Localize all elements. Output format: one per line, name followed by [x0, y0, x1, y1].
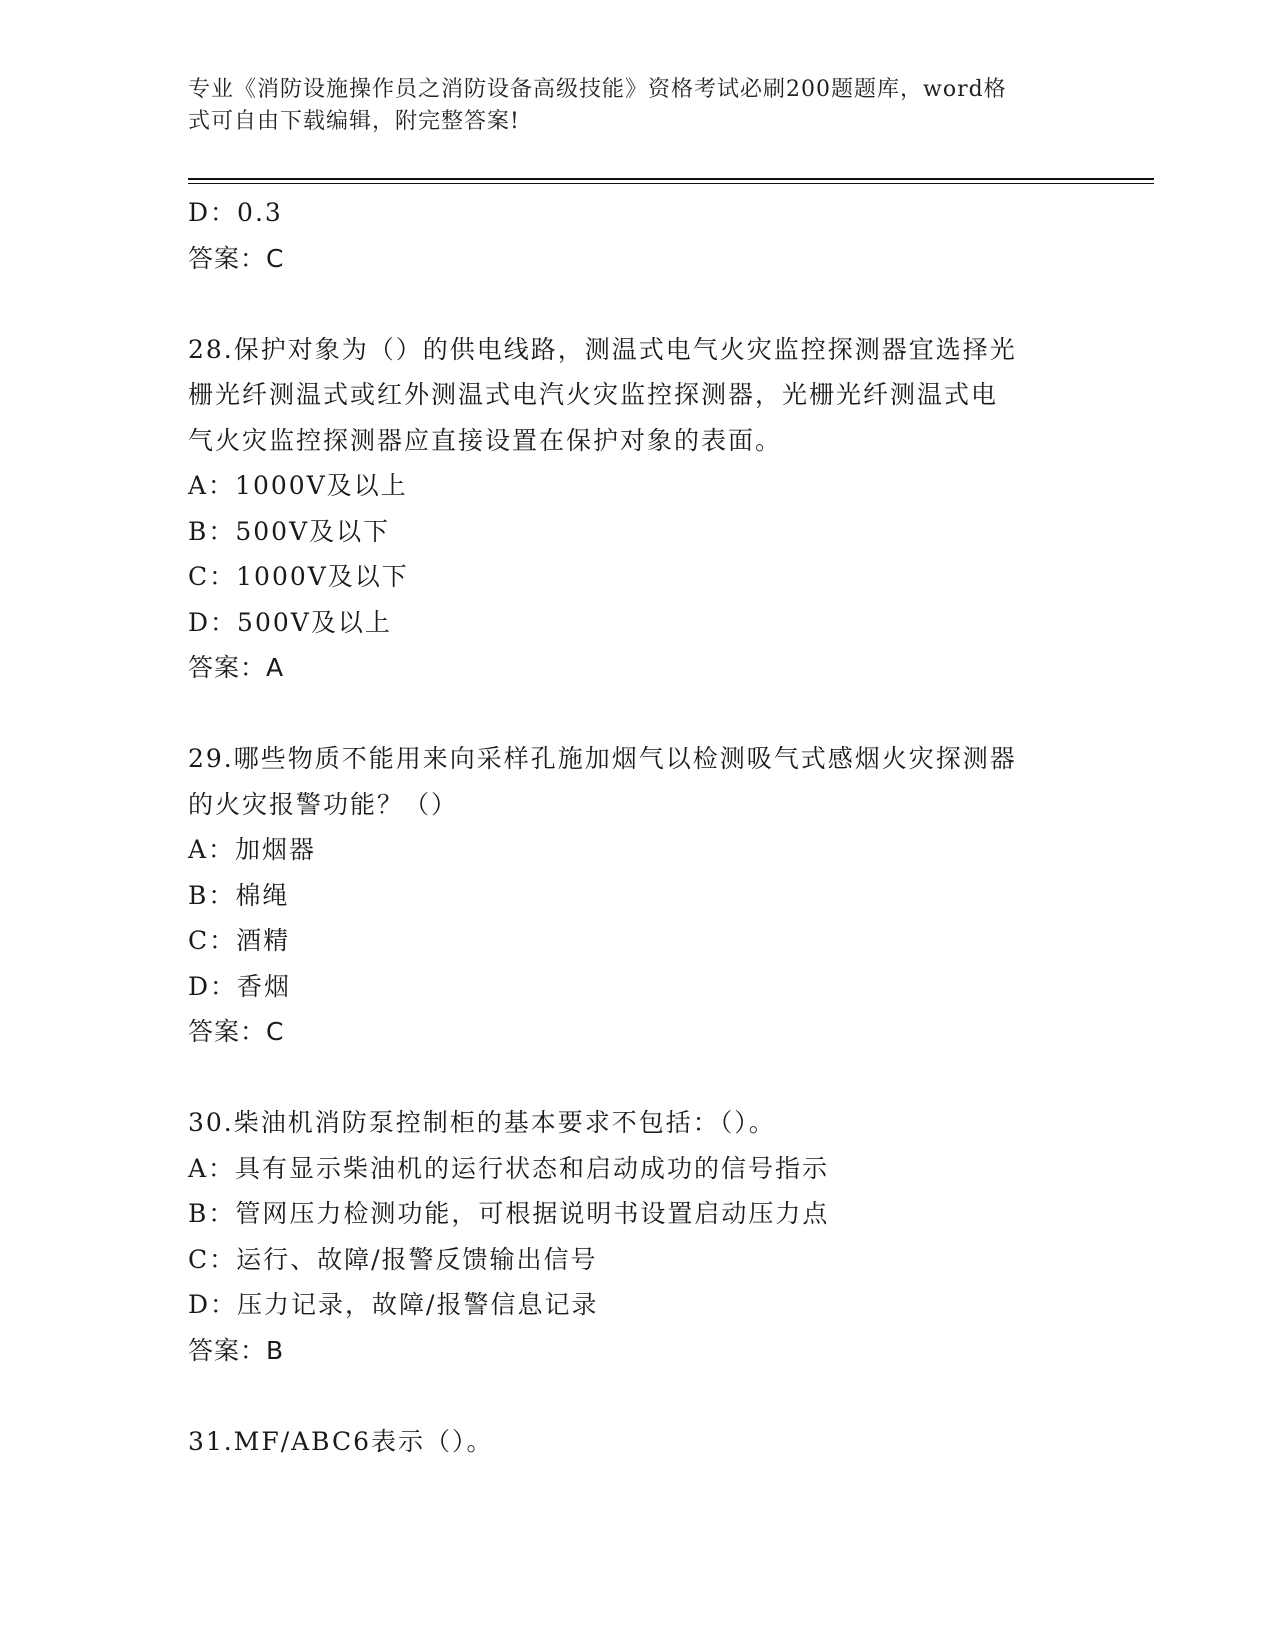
question-stem-line: 29.哪些物质不能用来向采样孔施加烟气以检测吸气式感烟火灾探测器: [188, 744, 1017, 773]
option-a: A：1000V及以上: [188, 471, 408, 500]
option-d: D：压力记录，故障/报警信息记录: [188, 1290, 599, 1319]
option-d: D：0.3: [188, 198, 283, 227]
option-c: C：运行、故障/报警反馈输出信号: [188, 1244, 598, 1274]
option-a: A：加烟器: [188, 835, 317, 864]
option-d: D：500V及以上: [188, 607, 392, 637]
option-b: B：管网压力检测功能，可根据说明书设置启动压力点: [188, 1199, 830, 1228]
answer-label: 答案：B: [188, 1335, 285, 1365]
question-stem-line: 30.柴油机消防泵控制柜的基本要求不包括：（）。: [188, 1108, 776, 1137]
option-c: C：1000V及以下: [188, 562, 409, 591]
question-30: [188, 1100, 1088, 1373]
header-line-2: 式可自由下载编辑，附完整答案!: [188, 109, 520, 134]
spacer: [188, 691, 1088, 737]
spacer: [188, 1373, 1088, 1419]
question-stem-line: 栅光纤测温式或红外测温式电汽火灾监控探测器，光栅光纤测温式电: [188, 380, 999, 409]
question-29: [188, 736, 1088, 1055]
answer-label: 答案：C: [188, 1017, 285, 1046]
header-divider-thick: [188, 178, 1154, 180]
question-stem-line: 31.MF/ABC6表示（）。: [188, 1426, 494, 1456]
answer-label: 答案：C: [188, 243, 285, 273]
spacer: [188, 281, 1088, 327]
option-c: C：酒精: [188, 926, 291, 955]
option-a: A：具有显示柴油机的运行状态和启动成功的信号指示: [188, 1153, 830, 1183]
spacer: [188, 1055, 1088, 1101]
header-line-1: 专业《消防设施操作员之消防设备高级技能》资格考试必刷200题题库，word格: [188, 77, 1007, 102]
answer-label: 答案：A: [188, 653, 285, 682]
option-b: B：500V及以下: [188, 516, 391, 546]
question-stem-line: 的火灾报警功能？（）: [188, 789, 459, 819]
option-d: D：香烟: [188, 971, 292, 1001]
header-divider-thin: [188, 183, 1154, 184]
question-28: [188, 327, 1088, 691]
page-header: [188, 74, 1068, 138]
question-31: [188, 1419, 1088, 1465]
question-stem-line: 28.保护对象为（）的供电线路，测温式电气火灾监控探测器宜选择光: [188, 334, 1017, 364]
question-stem-line: 气火灾监控探测器应直接设置在保护对象的表面。: [188, 425, 783, 455]
question-content: [188, 190, 1088, 1464]
option-b: B：棉绳: [188, 880, 290, 910]
